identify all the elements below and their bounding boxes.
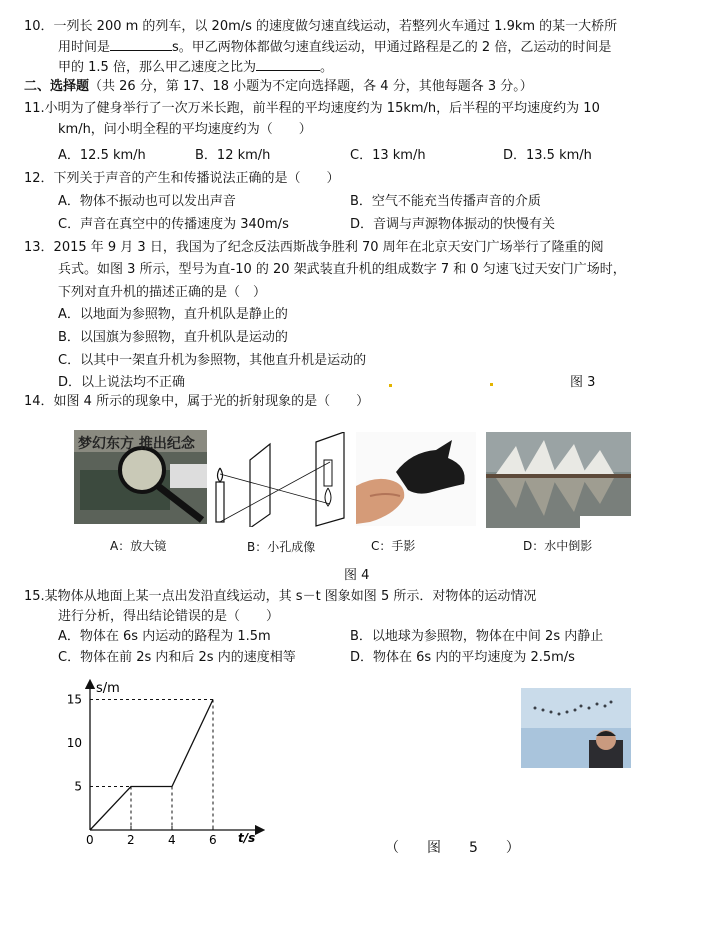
x-axis-label: t/s xyxy=(238,831,256,845)
st-graph xyxy=(66,676,266,846)
x-tick-label-3: 6 xyxy=(209,833,217,846)
caption-d: D：水中倒影 xyxy=(523,539,593,553)
q10-text: 甲的 1.5 倍，那么甲乙速度之比为 xyxy=(58,60,256,75)
x-tick-label-0: 0 xyxy=(86,833,94,846)
q12-stem: 12．下列关于声音的产生和传播说法正确的是（ ） xyxy=(24,171,340,186)
q12-option-b: B．空气不能充当传播声音的介质 xyxy=(350,194,541,209)
series-line xyxy=(90,700,213,831)
figure-5-label: （ 图 5 ） xyxy=(385,840,520,856)
x-tick-label-2: 4 xyxy=(168,833,176,846)
newspaper-headline: 梦幻东方 推出纪念 xyxy=(78,436,195,452)
hand-shadow-photo xyxy=(356,432,476,526)
y-tick-label-0: 5 xyxy=(74,779,82,794)
q11-option-c: C．13 km/h xyxy=(350,148,426,163)
x-tick-label-1: 2 xyxy=(127,833,135,846)
q13-option-d: D．以上说法均不正确 xyxy=(58,375,186,390)
q11-line2: km/h，问小明全程的平均速度约为（ ） xyxy=(58,122,312,137)
q15-line2: 进行分析，得出结论错误的是（ ） xyxy=(58,609,280,624)
q15-option-c: C．物体在前 2s 内和后 2s 内的速度相等 xyxy=(58,650,296,665)
q12-option-d: D．音调与声源物体振动的快慢有关 xyxy=(350,217,556,232)
q13-option-c: C．以其中一架直升机为参照物，其他直升机是运动的 xyxy=(58,353,367,368)
q13-line3: 下列对直升机的描述正确的是（ ） xyxy=(58,285,267,300)
q10-line3 xyxy=(58,58,333,77)
q11-line1: 11.小明为了健身举行了一次万米长跑，前半程的平均速度约为 15km/h，后半程的平均速度约为 10 xyxy=(24,101,600,116)
q14-stem: 14．如图 4 所示的现象中，属于光的折射现象的是（ ） xyxy=(24,394,370,409)
q15-line1: 15.某物体从地面上某一点出发沿直线运动，其 s－t 图象如图 5 所示．对物体的运动情况 xyxy=(24,589,537,604)
q15-option-d: D．物体在 6s 内的平均速度为 2.5m/s xyxy=(350,650,575,665)
q11-option-a: A．12.5 km/h xyxy=(58,148,146,163)
answer-blank-1 xyxy=(110,38,172,51)
q10-line1: 10．一列长 200 m 的列车，以 20m/s 的速度做匀速直线运动，若整列火车通过 1.9km 的某一大桥所 xyxy=(24,19,618,34)
q13-line1: 13．2015 年 9 月 3 日，我国为了纪念反法西斯战争胜利 70 周年在北京天安门广场举行了隆重的阅 xyxy=(24,240,604,255)
section-heading xyxy=(24,78,533,96)
caption-c: C：手影 xyxy=(371,539,416,553)
q10-text: 用时间是 xyxy=(58,40,111,55)
q10-text: s。甲乙两物体都做匀速直线运动，甲通过路程是乙的 2 倍，乙运动的时间是 xyxy=(172,40,612,55)
speck xyxy=(490,383,493,386)
y-tick-label-1: 10 xyxy=(66,736,82,750)
q10-text: 。 xyxy=(319,60,333,75)
q13-option-a: A．以地面为参照物，直升机队是静止的 xyxy=(58,307,288,322)
q12-option-a: A．物体不振动也可以发出声音 xyxy=(58,194,236,209)
caption-a: A：放大镜 xyxy=(110,539,167,553)
pinhole-diagram xyxy=(212,432,350,527)
q13-option-b: B．以国旗为参照物，直升机队是运动的 xyxy=(58,330,288,345)
answer-blank-2 xyxy=(256,58,320,71)
q11-option-d: D．13.5 km/h xyxy=(503,148,592,163)
y-tick-label-2: 15 xyxy=(66,692,82,707)
y-axis-label: s/m xyxy=(96,681,120,696)
section-title: 二、选择题 xyxy=(24,79,90,94)
q12-option-c: C．声音在真空中的传播速度为 340m/s xyxy=(58,217,289,232)
q11-option-b: B．12 km/h xyxy=(195,148,271,163)
q15-option-a: A．物体在 6s 内运动的路程为 1.5m xyxy=(58,629,271,644)
q15-option-b: B．以地球为参照物，物体在中间 2s 内静止 xyxy=(350,629,604,644)
caption-b: B：小孔成像 xyxy=(247,540,316,554)
figure-4-label: 图 4 xyxy=(344,568,370,583)
water-reflection-photo xyxy=(486,432,631,528)
helicopter-formation-photo xyxy=(521,688,631,768)
magnifier-photo xyxy=(74,430,207,524)
speck xyxy=(389,384,392,387)
section-desc: （共 26 分，第 17、18 小题为不定向选择题，各 4 分，其他每题各 3 分。） xyxy=(89,79,533,94)
figure-3-label: 图 3 xyxy=(570,375,596,390)
q10-line2 xyxy=(58,38,611,57)
q13-line2: 兵式。如图 3 所示，型号为直-10 的 20 架武装直升机的组成数字 7 和 0 匀速飞过天安门广场时， xyxy=(58,262,626,277)
